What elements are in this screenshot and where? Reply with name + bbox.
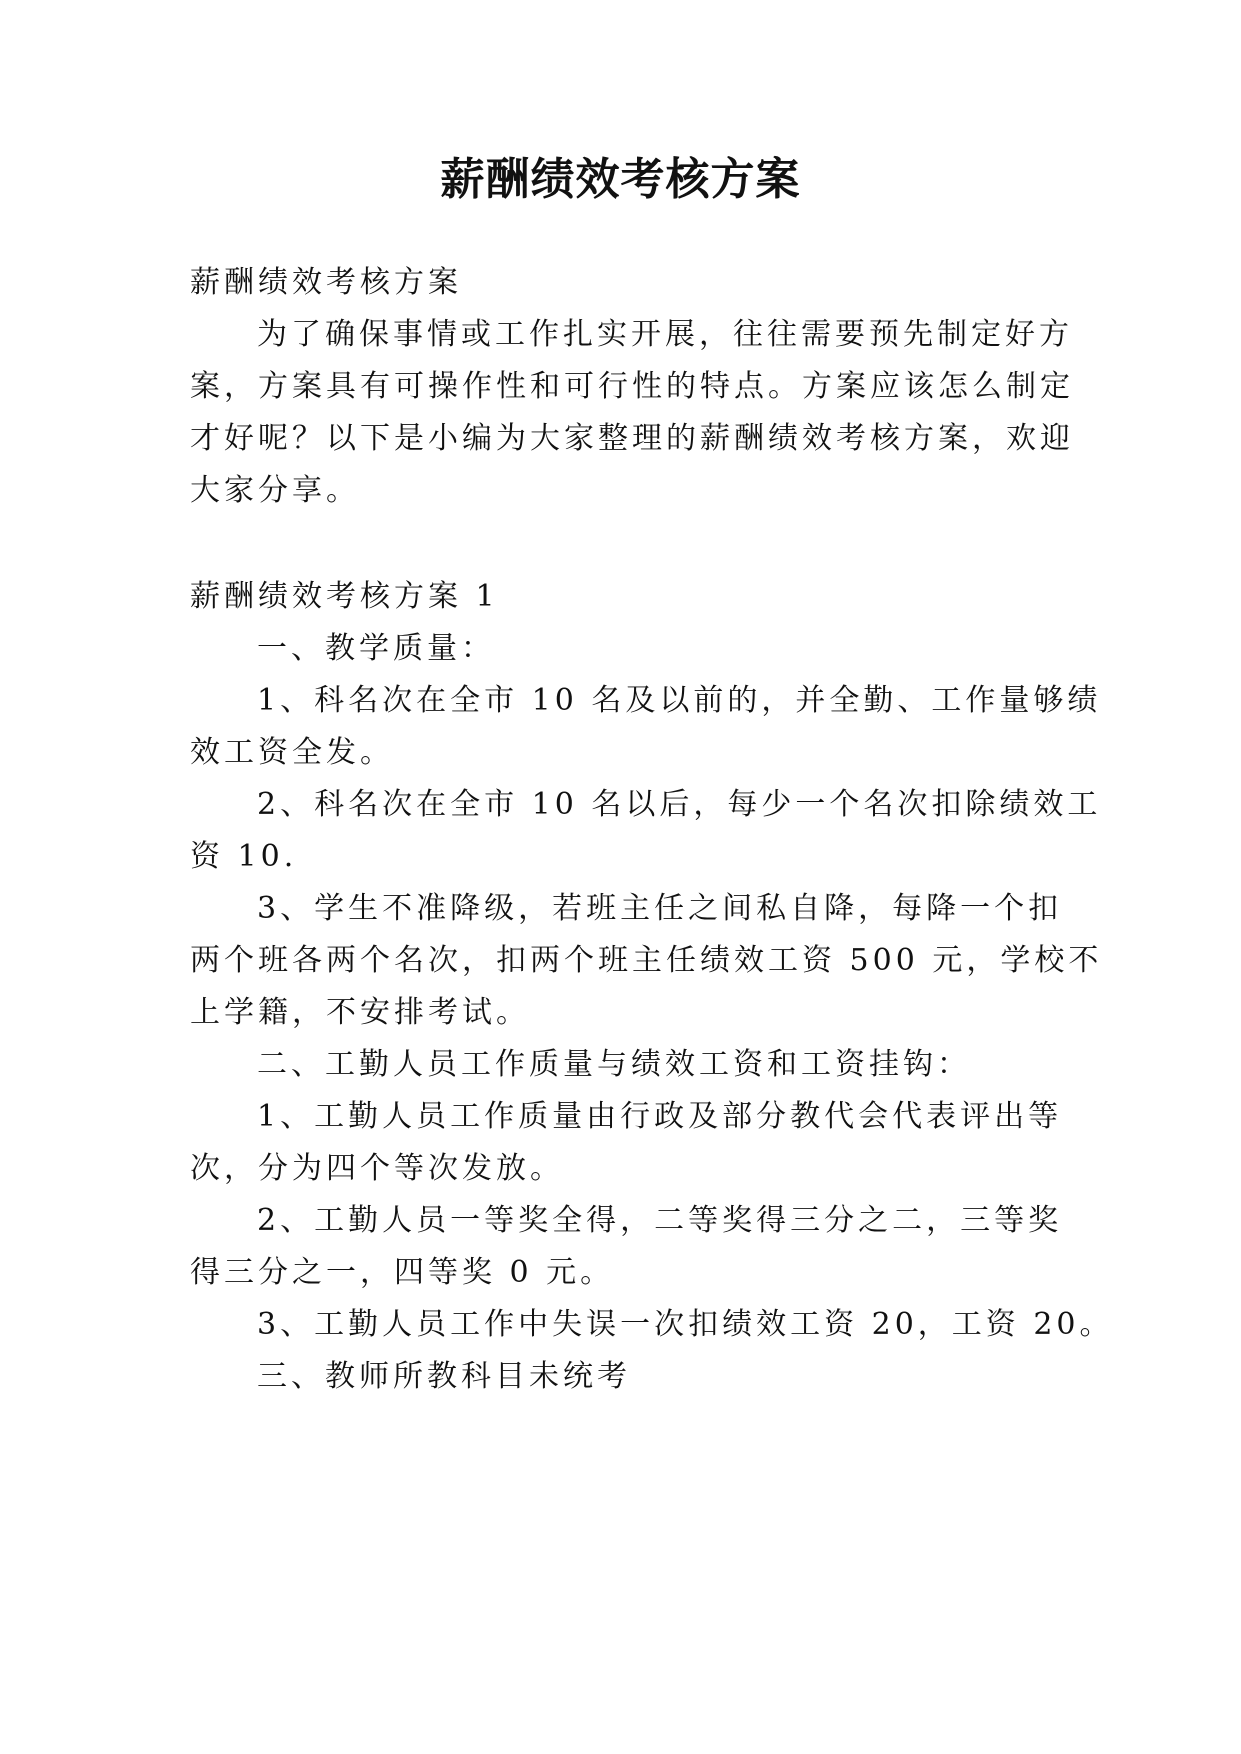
subheading: 薪酬绩效考核方案 1	[190, 579, 499, 614]
document-title: 薪酬绩效考核方案	[440, 154, 801, 205]
paragraph-line: 效工资全发。	[190, 735, 394, 770]
paragraph-line: 次，分为四个等次发放。	[190, 1151, 564, 1186]
paragraph-line: 资 10.	[190, 839, 298, 874]
paragraph-line: 1、科名次在全市 10 名及以前的，并全勤、工作量够绩	[257, 683, 1102, 718]
paragraph-line: 得三分之一，四等奖 0 元。	[190, 1255, 615, 1290]
intro-line: 案，方案具有可操作性和可行性的特点。方案应该怎么制定	[190, 369, 1074, 404]
paragraph-line: 2、科名次在全市 10 名以后，每少一个名次扣除绩效工	[257, 787, 1102, 822]
paragraph-line: 3、学生不准降级，若班主任之间私自降，每降一个扣	[257, 891, 1063, 926]
intro-line: 才好呢？以下是小编为大家整理的薪酬绩效考核方案，欢迎	[190, 421, 1074, 456]
section-heading: 三、教师所教科目未统考	[257, 1359, 631, 1394]
paragraph-line: 上学籍，不安排考试。	[190, 995, 530, 1030]
paragraph-line: 3、工勤人员工作中失误一次扣绩效工资 20，工资 20。	[257, 1307, 1114, 1342]
intro-line: 大家分享。	[190, 473, 360, 508]
section-heading: 二、工勤人员工作质量与绩效工资和工资挂钩：	[257, 1047, 971, 1082]
section-heading: 一、教学质量：	[257, 631, 495, 666]
subheading: 薪酬绩效考核方案	[190, 265, 462, 300]
paragraph-line: 2、工勤人员一等奖全得，二等奖得三分之二，三等奖	[257, 1203, 1063, 1238]
paragraph-line: 两个班各两个名次，扣两个班主任绩效工资 500 元，学校不	[190, 943, 1103, 978]
intro-line: 为了确保事情或工作扎实开展，往往需要预先制定好方	[257, 317, 1073, 352]
paragraph-line: 1、工勤人员工作质量由行政及部分教代会代表评出等	[257, 1099, 1063, 1134]
